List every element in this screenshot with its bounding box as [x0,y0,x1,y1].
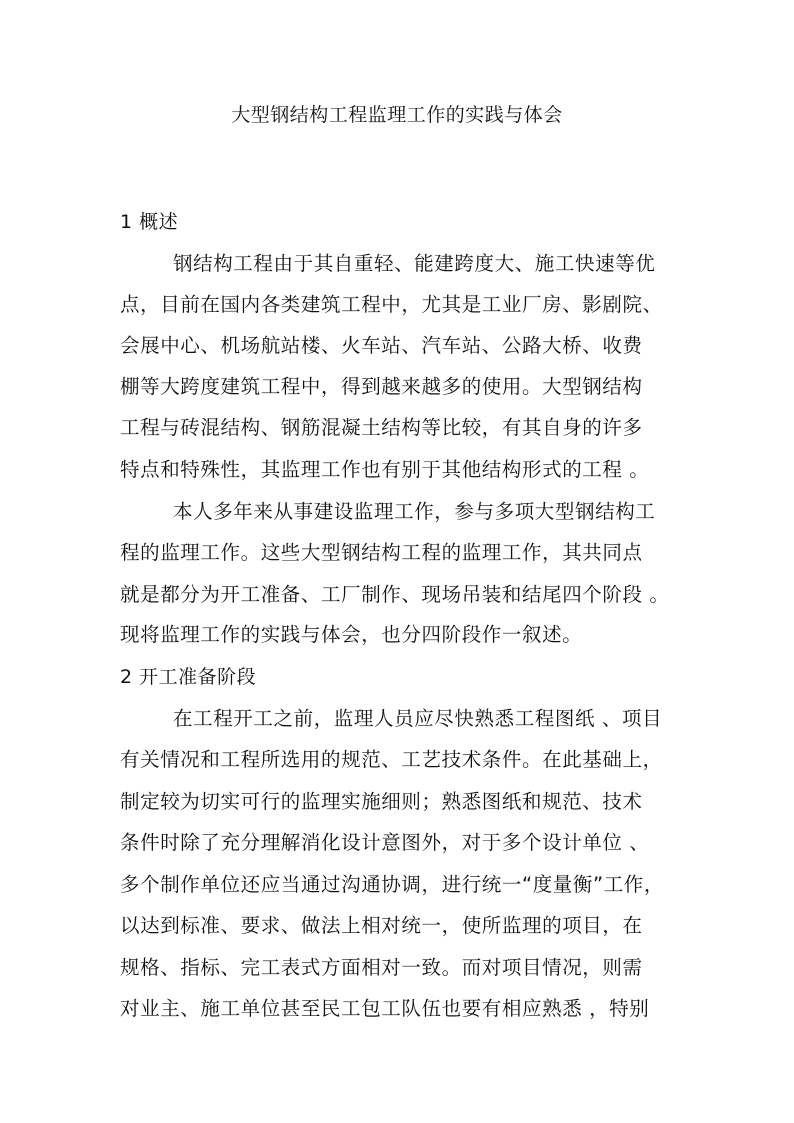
paragraph-line: 就是都分为开工准备、工厂制作、现场吊装和结尾四个阶段 。 [120,583,670,606]
paragraph-line: 特点和特殊性，其监理工作也有别于其他结构形式的工程 。 [120,458,650,481]
paragraph-line: 在工程开工之前，监理人员应尽快熟悉工程图纸 、项目 [173,707,663,730]
paragraph-line: 对业主、施工单位甚至民工包工队伍也要有相应熟悉 ，特别 [120,997,650,1020]
paragraph-line: 本人多年来从事建设监理工作，参与多项大型钢结构工 [173,500,656,523]
paragraph-line: 规格、指标、完工表式方面相对一致。而对项目情况，则需 [120,956,643,979]
paragraph-line: 棚等大跨度建筑工程中，得到越来越多的使用。大型钢结构 [120,375,643,398]
paragraph-line: 多个制作单位还应当通过沟通协调，进行统一“度量衡”工作， [120,873,665,896]
paragraph-line: 制定较为切实可行的监理实施细则；熟悉图纸和规范、技术 [120,790,643,813]
section-heading-overview: 1 概述 [120,211,179,233]
paragraph-line: 以达到标准、要求、做法上相对统一，使所监理的项目，在 [120,914,643,937]
document-title: 大型钢结构工程监理工作的实践与体会 [231,104,563,126]
paragraph-line: 有关情况和工程所选用的规范、工艺技术条件。在此基础上， [120,748,663,771]
paragraph-line: 钢结构工程由于其自重轻、能建跨度大、施工快速等优 [173,252,656,275]
paragraph-line: 点，目前在国内各类建筑工程中，尤其是工业厂房、影剧院、 [120,293,663,316]
paragraph-line: 程的监理工作。这些大型钢结构工程的监理工作，其共同点 [120,541,643,564]
paragraph-line: 会展中心、机场航站楼、火车站、汽车站、公路大桥、收费 [120,334,643,357]
section-heading-preparation: 2 开工准备阶段 [120,666,257,688]
paragraph-line: 条件时除了充分理解消化设计意图外，对于多个设计单位 、 [120,831,650,854]
paragraph-line: 工程与砖混结构、钢筋混凝土结构等比较，有其自身的许多 [120,416,643,439]
paragraph-line: 现将监理工作的实践与体会，也分四阶段作一叙述。 [120,623,583,646]
